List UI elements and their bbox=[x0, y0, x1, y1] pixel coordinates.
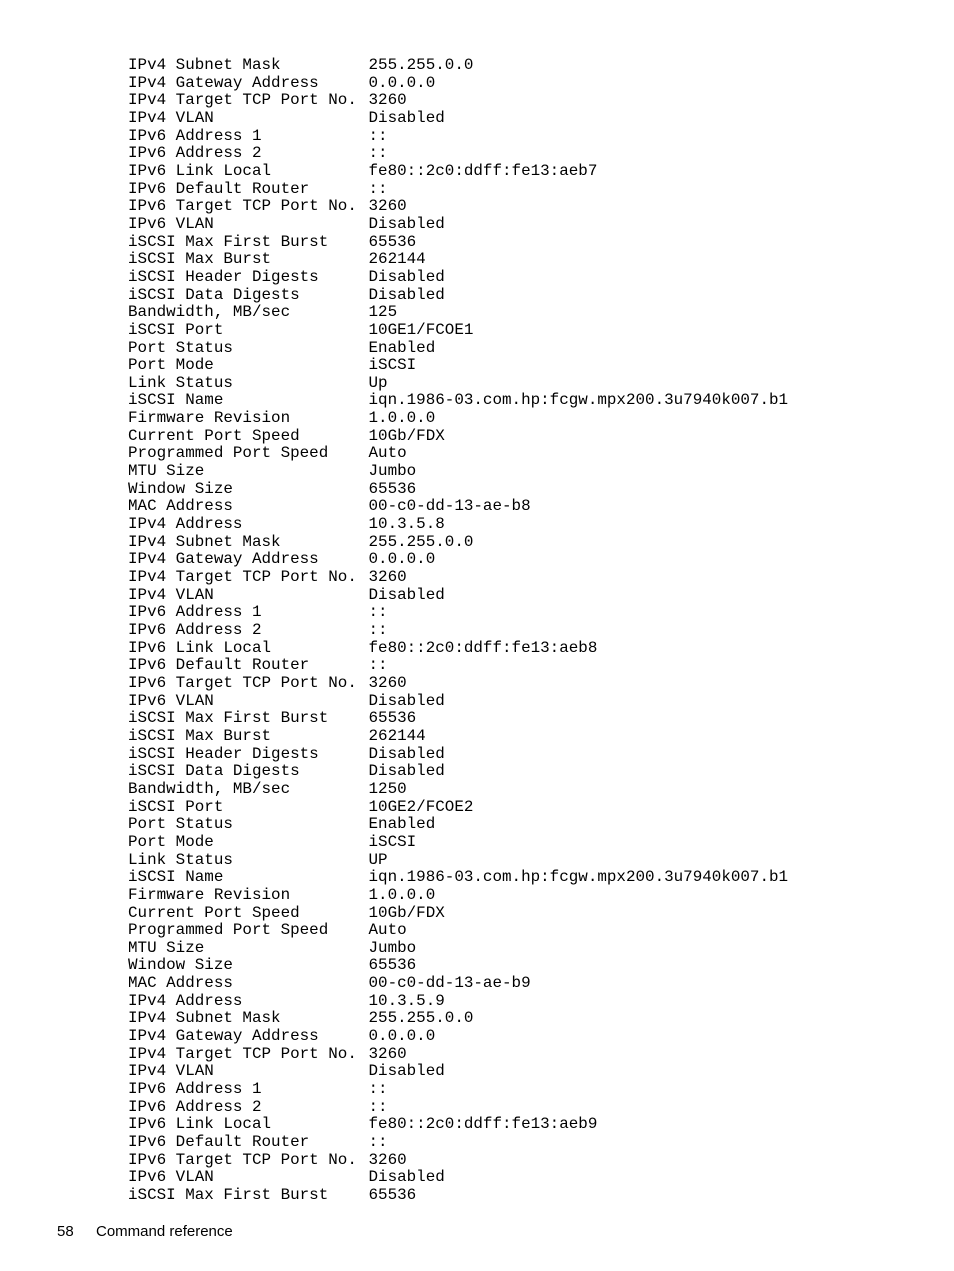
listing-row bbox=[128, 622, 788, 640]
listing-key: Window Size bbox=[128, 479, 233, 498]
listing-value: :: bbox=[368, 144, 388, 163]
listing-key: IPv6 VLAN bbox=[128, 214, 214, 233]
listing-row bbox=[128, 1046, 788, 1064]
listing-row bbox=[128, 410, 788, 428]
listing-value: fe80::2c0:ddff:fe13:aeb7 bbox=[368, 161, 598, 180]
listing-row bbox=[128, 516, 788, 534]
listing-key: iSCSI Header Digests bbox=[128, 744, 319, 763]
listing-value: :: bbox=[368, 1097, 388, 1116]
listing-key: IPv6 VLAN bbox=[128, 1168, 214, 1187]
listing-row bbox=[128, 1028, 788, 1046]
listing-key: Current Port Speed bbox=[128, 903, 300, 922]
listing-row bbox=[128, 234, 788, 252]
listing-row bbox=[128, 145, 788, 163]
listing-key: IPv4 Target TCP Port No. bbox=[128, 568, 357, 587]
listing-row bbox=[128, 128, 788, 146]
listing-row bbox=[128, 693, 788, 711]
listing-key: IPv6 Address 1 bbox=[128, 126, 262, 145]
listing-row bbox=[128, 604, 788, 622]
listing-key: IPv6 Address 2 bbox=[128, 621, 262, 639]
listing-value: 1.0.0.0 bbox=[368, 885, 436, 904]
listing-key: iSCSI Max First Burst bbox=[128, 1186, 329, 1204]
listing-key: Current Port Speed bbox=[128, 426, 300, 445]
listing-row bbox=[128, 163, 788, 181]
listing-row bbox=[128, 251, 788, 269]
listing-key: iSCSI Port bbox=[128, 320, 224, 339]
listing-row bbox=[128, 216, 788, 234]
listing-value: iSCSI bbox=[368, 356, 417, 375]
listing-value: :: bbox=[368, 603, 388, 622]
listing-row bbox=[128, 92, 788, 110]
listing-key: Programmed Port Speed bbox=[128, 921, 329, 940]
listing-row bbox=[128, 763, 788, 781]
listing-value: 10Gb/FDX bbox=[368, 426, 445, 445]
listing-key: IPv6 Address 1 bbox=[128, 603, 262, 622]
listing-row bbox=[128, 1187, 788, 1205]
listing-value: 65536 bbox=[368, 232, 417, 251]
listing-row bbox=[128, 340, 788, 358]
listing-value: iSCSI bbox=[368, 832, 417, 851]
listing-row bbox=[128, 1010, 788, 1028]
listing-key: Port Mode bbox=[128, 356, 214, 375]
listing-value: 3260 bbox=[368, 1150, 407, 1169]
listing-value: :: bbox=[368, 1133, 388, 1152]
listing-key: IPv6 Default Router bbox=[128, 1133, 310, 1152]
listing-row bbox=[128, 975, 788, 993]
listing-key: IPv4 VLAN bbox=[128, 108, 214, 127]
listing-value: 262144 bbox=[368, 726, 426, 745]
listing-value: fe80::2c0:ddff:fe13:aeb9 bbox=[368, 1115, 598, 1134]
listing-key: IPv4 Subnet Mask bbox=[128, 532, 281, 551]
listing-row bbox=[128, 1081, 788, 1099]
listing-key: IPv4 Address bbox=[128, 991, 243, 1010]
listing-value: Jumbo bbox=[368, 938, 417, 957]
listing-key: IPv6 Link Local bbox=[128, 161, 272, 180]
listing-value: Auto bbox=[368, 921, 407, 940]
listing-value: 255.255.0.0 bbox=[368, 1009, 474, 1028]
listing-value: UP bbox=[368, 850, 388, 869]
listing-row bbox=[128, 287, 788, 305]
listing-key: IPv6 Link Local bbox=[128, 1115, 272, 1134]
listing-row bbox=[128, 728, 788, 746]
listing-value: Auto bbox=[368, 444, 407, 463]
listing-value: 3260 bbox=[368, 673, 407, 692]
listing-value: :: bbox=[368, 656, 388, 675]
listing-value: Disabled bbox=[368, 1168, 445, 1187]
listing-row bbox=[128, 746, 788, 764]
listing-row bbox=[128, 852, 788, 870]
listing-key: IPv4 Address bbox=[128, 515, 243, 534]
listing-key: IPv6 Link Local bbox=[128, 638, 272, 657]
listing-row bbox=[128, 834, 788, 852]
listing-value: Disabled bbox=[368, 691, 445, 710]
listing-row bbox=[128, 905, 788, 923]
listing-key: IPv4 VLAN bbox=[128, 585, 214, 604]
listing-value: 255.255.0.0 bbox=[368, 532, 474, 551]
listing-value: 255.255.0.0 bbox=[368, 56, 474, 74]
listing-row bbox=[128, 940, 788, 958]
listing-key: IPv4 Gateway Address bbox=[128, 73, 319, 92]
listing-key: IPv6 VLAN bbox=[128, 691, 214, 710]
listing-value: 65536 bbox=[368, 479, 417, 498]
listing-row bbox=[128, 1116, 788, 1134]
listing-row bbox=[128, 799, 788, 817]
listing-row bbox=[128, 57, 788, 75]
listing-value: 10GE1/FCOE1 bbox=[368, 320, 474, 339]
listing-value: iqn.1986-03.com.hp:fcgw.mpx200.3u7940k007.b1 bbox=[368, 391, 789, 410]
listing-key: Port Mode bbox=[128, 832, 214, 851]
listing-key: IPv4 Target TCP Port No. bbox=[128, 91, 357, 110]
listing-key: iSCSI Name bbox=[128, 391, 224, 410]
listing-value: :: bbox=[368, 621, 388, 639]
listing-value: Disabled bbox=[368, 744, 445, 763]
listing-value: 125 bbox=[368, 303, 398, 322]
listing-value: 10.3.5.9 bbox=[368, 991, 445, 1010]
listing-row bbox=[128, 481, 788, 499]
listing-value: iqn.1986-03.com.hp:fcgw.mpx200.3u7940k007.b1 bbox=[368, 868, 789, 887]
listing-key: IPv4 Subnet Mask bbox=[128, 1009, 281, 1028]
listing-key: IPv6 Address 2 bbox=[128, 144, 262, 163]
listing-key: Port Status bbox=[128, 815, 233, 834]
listing-row bbox=[128, 198, 788, 216]
listing-value: 0.0.0.0 bbox=[368, 550, 436, 569]
listing-value: Up bbox=[368, 373, 388, 392]
listing-value: Jumbo bbox=[368, 462, 417, 481]
listing-key: iSCSI Max First Burst bbox=[128, 709, 329, 728]
listing-row bbox=[128, 75, 788, 93]
listing-key: Link Status bbox=[128, 373, 233, 392]
page-number: 58 bbox=[57, 1223, 74, 1240]
listing-row bbox=[128, 498, 788, 516]
listing-key: IPv6 Default Router bbox=[128, 656, 310, 675]
listing-value: :: bbox=[368, 126, 388, 145]
listing-key: iSCSI Max First Burst bbox=[128, 232, 329, 251]
listing-key: Link Status bbox=[128, 850, 233, 869]
listing-key: IPv6 Default Router bbox=[128, 179, 310, 198]
listing-key: IPv4 Gateway Address bbox=[128, 1027, 319, 1046]
listing-row bbox=[128, 869, 788, 887]
listing-key: iSCSI Port bbox=[128, 797, 224, 816]
command-output-listing bbox=[128, 57, 788, 1205]
listing-row bbox=[128, 675, 788, 693]
listing-row bbox=[128, 1169, 788, 1187]
listing-row bbox=[128, 1063, 788, 1081]
listing-row bbox=[128, 357, 788, 375]
listing-key: Bandwidth, MB/sec bbox=[128, 303, 291, 322]
listing-row bbox=[128, 428, 788, 446]
listing-key: Bandwidth, MB/sec bbox=[128, 779, 291, 798]
listing-row bbox=[128, 375, 788, 393]
listing-key: iSCSI Name bbox=[128, 868, 224, 887]
listing-row bbox=[128, 710, 788, 728]
listing-key: IPv6 Target TCP Port No. bbox=[128, 673, 357, 692]
listing-row bbox=[128, 781, 788, 799]
listing-key: iSCSI Header Digests bbox=[128, 267, 319, 286]
listing-value: 0.0.0.0 bbox=[368, 73, 436, 92]
listing-row bbox=[128, 445, 788, 463]
listing-row bbox=[128, 816, 788, 834]
listing-value: Disabled bbox=[368, 285, 445, 304]
listing-row bbox=[128, 181, 788, 199]
listing-value: Disabled bbox=[368, 267, 445, 286]
listing-row bbox=[128, 1152, 788, 1170]
listing-value: Enabled bbox=[368, 815, 436, 834]
listing-key: IPv6 Address 1 bbox=[128, 1080, 262, 1099]
listing-key: Programmed Port Speed bbox=[128, 444, 329, 463]
listing-value: Disabled bbox=[368, 585, 445, 604]
listing-value: 1250 bbox=[368, 779, 407, 798]
listing-value: 10.3.5.8 bbox=[368, 515, 445, 534]
listing-value: Disabled bbox=[368, 1062, 445, 1081]
listing-key: IPv6 Target TCP Port No. bbox=[128, 1150, 357, 1169]
listing-value: 10GE2/FCOE2 bbox=[368, 797, 474, 816]
listing-value: 00-c0-dd-13-ae-b9 bbox=[368, 974, 531, 993]
listing-row bbox=[128, 1099, 788, 1117]
listing-value: Disabled bbox=[368, 108, 445, 127]
listing-value: 65536 bbox=[368, 1186, 417, 1204]
listing-key: MTU Size bbox=[128, 938, 205, 957]
listing-value: 262144 bbox=[368, 250, 426, 269]
listing-key: MTU Size bbox=[128, 462, 205, 481]
listing-value: 0.0.0.0 bbox=[368, 1027, 436, 1046]
listing-key: IPv4 Target TCP Port No. bbox=[128, 1044, 357, 1063]
listing-key: IPv4 Subnet Mask bbox=[128, 56, 281, 74]
listing-value: 3260 bbox=[368, 197, 407, 216]
listing-key: iSCSI Max Burst bbox=[128, 250, 272, 269]
listing-value: 3260 bbox=[368, 91, 407, 110]
listing-value: Disabled bbox=[368, 762, 445, 781]
listing-key: Port Status bbox=[128, 338, 233, 357]
listing-row bbox=[128, 1134, 788, 1152]
listing-value: 10Gb/FDX bbox=[368, 903, 445, 922]
listing-key: MAC Address bbox=[128, 974, 233, 993]
listing-row bbox=[128, 569, 788, 587]
listing-value: :: bbox=[368, 1080, 388, 1099]
listing-row bbox=[128, 657, 788, 675]
listing-row bbox=[128, 392, 788, 410]
listing-key: IPv4 VLAN bbox=[128, 1062, 214, 1081]
listing-key: Window Size bbox=[128, 956, 233, 975]
listing-value: Enabled bbox=[368, 338, 436, 357]
listing-row bbox=[128, 587, 788, 605]
listing-value: fe80::2c0:ddff:fe13:aeb8 bbox=[368, 638, 598, 657]
listing-row bbox=[128, 922, 788, 940]
listing-value: :: bbox=[368, 179, 388, 198]
listing-row bbox=[128, 551, 788, 569]
listing-key: Firmware Revision bbox=[128, 885, 291, 904]
listing-value: Disabled bbox=[368, 214, 445, 233]
listing-row bbox=[128, 957, 788, 975]
listing-key: IPv6 Address 2 bbox=[128, 1097, 262, 1116]
listing-row bbox=[128, 322, 788, 340]
listing-key: iSCSI Data Digests bbox=[128, 285, 300, 304]
listing-value: 3260 bbox=[368, 1044, 407, 1063]
listing-row bbox=[128, 534, 788, 552]
listing-value: 65536 bbox=[368, 709, 417, 728]
listing-value: 3260 bbox=[368, 568, 407, 587]
listing-row bbox=[128, 269, 788, 287]
footer-section-title: Command reference bbox=[96, 1223, 233, 1240]
listing-key: MAC Address bbox=[128, 497, 233, 516]
listing-row bbox=[128, 993, 788, 1011]
listing-row bbox=[128, 110, 788, 128]
page-footer bbox=[57, 1222, 233, 1242]
listing-key: Firmware Revision bbox=[128, 409, 291, 428]
listing-value: 1.0.0.0 bbox=[368, 409, 436, 428]
listing-row bbox=[128, 304, 788, 322]
listing-row bbox=[128, 640, 788, 658]
listing-key: IPv6 Target TCP Port No. bbox=[128, 197, 357, 216]
listing-row bbox=[128, 887, 788, 905]
listing-key: IPv4 Gateway Address bbox=[128, 550, 319, 569]
listing-value: 65536 bbox=[368, 956, 417, 975]
listing-value: 00-c0-dd-13-ae-b8 bbox=[368, 497, 531, 516]
listing-key: iSCSI Data Digests bbox=[128, 762, 300, 781]
listing-key: iSCSI Max Burst bbox=[128, 726, 272, 745]
listing-row bbox=[128, 463, 788, 481]
